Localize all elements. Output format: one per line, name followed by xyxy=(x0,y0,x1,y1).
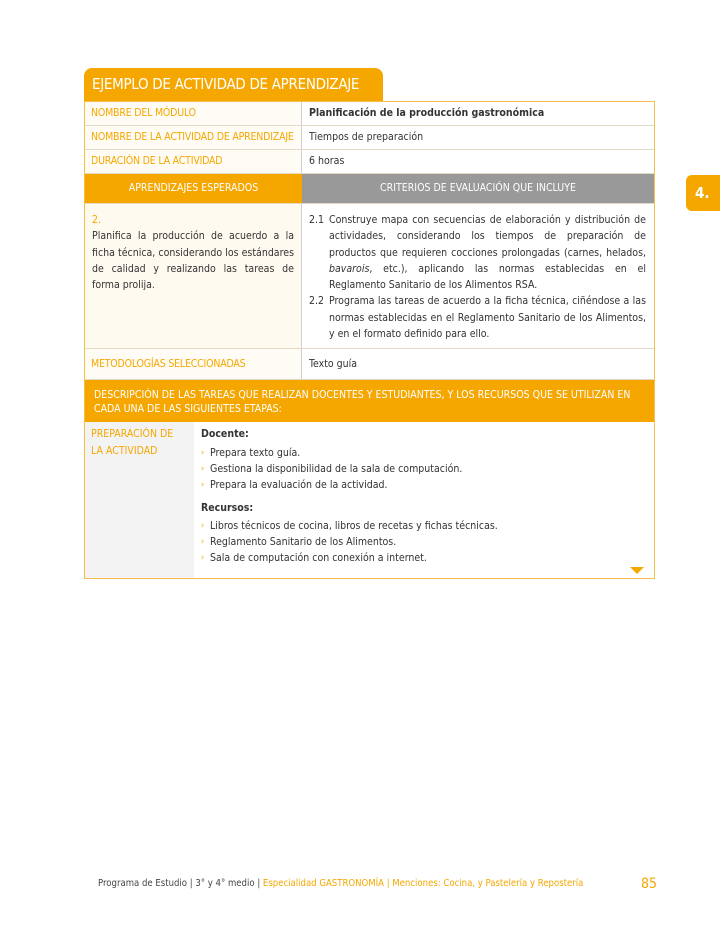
criterio-text: , etc.), aplicando las normas establecidas en el Reglamento Sanitario de los Alimentos RSA. xyxy=(329,262,646,292)
chevron-right-icon: › xyxy=(201,463,205,474)
list-item xyxy=(201,534,647,550)
list-item xyxy=(201,518,647,534)
aprendizaje-number: 2. xyxy=(92,214,102,226)
chevron-right-icon: › xyxy=(201,537,205,548)
list-item xyxy=(201,461,647,477)
item-text: Prepara la evaluación de la actividad. xyxy=(210,479,388,492)
criterio-item xyxy=(309,212,646,293)
footer-nivel: 3° y 4° medio xyxy=(195,878,255,889)
preparacion-label: PREPARACIÓN DE LA ACTIVIDAD xyxy=(85,422,194,578)
preparacion-content xyxy=(194,422,654,578)
list-item xyxy=(201,445,647,461)
separator: | xyxy=(386,878,390,889)
chevron-right-icon: › xyxy=(201,553,205,564)
footer-programa: Programa de Estudio xyxy=(98,878,188,889)
value: Tiempos de preparación xyxy=(309,131,424,143)
value: Planificación de la producción gastronómica xyxy=(309,107,545,119)
separator: | xyxy=(257,878,261,889)
row-duracion xyxy=(85,150,654,174)
list-item xyxy=(201,550,647,566)
chevron-right-icon: › xyxy=(201,520,205,531)
separator: | xyxy=(189,878,193,889)
chevron-right-icon: › xyxy=(201,447,205,458)
description-header: DESCRIPCIÓN DE LAS TAREAS QUE REALIZAN DOCENTES Y ESTUDIANTES, Y LOS RECURSOS QUE SE UTILIZAN EN CADA UNA DE LAS SIGUIENTES ETAPAS: xyxy=(85,380,654,422)
row-aprendizaje xyxy=(85,204,654,349)
row-actividad xyxy=(85,126,654,150)
footer-especialidad: Especialidad GASTRONOMÍA xyxy=(262,878,384,889)
page-number: 85 xyxy=(641,876,658,892)
list-item xyxy=(201,477,647,493)
triangle-down-icon xyxy=(630,567,644,574)
section-header xyxy=(85,174,654,204)
criterio-text: Programa las tareas de acuerdo a la ficha técnica, ciñéndose a las normas establecidas en el Reglamento Sanitario de los Alimentos, y en el formato definido para ello. xyxy=(329,295,646,341)
criterio-number: 2.1 xyxy=(309,214,325,226)
criterios-cell xyxy=(302,204,654,348)
item-text: Prepara texto guía. xyxy=(210,446,301,459)
aprendizaje-text: Planifica la producción de acuerdo a la ficha técnica, considerando los estándares de calidad y realizando las tareas de forma prolija. xyxy=(92,230,294,292)
activity-table xyxy=(84,101,655,579)
item-text: Reglamento Sanitario de los Alimentos. xyxy=(210,536,397,549)
row-preparacion xyxy=(85,422,654,578)
activity-title-tab: EJEMPLO DE ACTIVIDAD DE APRENDIZAJE xyxy=(84,68,383,101)
item-text: Gestiona la disponibilidad de la sala de computación. xyxy=(210,462,463,475)
chevron-right-icon: › xyxy=(201,480,205,491)
criterio-italic: bavarois xyxy=(329,262,370,275)
aprendizaje-cell xyxy=(85,204,302,348)
criterio-number: 2.2 xyxy=(309,295,325,308)
docente-label: Docente: xyxy=(201,428,249,441)
value: Texto guía xyxy=(309,358,358,371)
footer-menciones: Menciones: Cocina, y Pastelería y Repostería xyxy=(392,878,584,889)
chapter-tab: 4. xyxy=(686,175,720,211)
footer xyxy=(98,878,583,889)
label: DURACIÓN DE LA ACTIVIDAD xyxy=(85,150,302,173)
header-aprendizajes: APRENDIZAJES ESPERADOS xyxy=(85,174,302,203)
criterio-item xyxy=(309,293,646,342)
row-metodologias xyxy=(85,349,654,380)
header-criterios: CRITERIOS DE EVALUACIÓN QUE INCLUYE xyxy=(302,174,654,203)
item-text: Sala de computación con conexión a internet. xyxy=(210,552,427,565)
label: NOMBRE DEL MÓDULO xyxy=(85,102,302,125)
row-modulo xyxy=(85,102,654,126)
label: METODOLOGÍAS SELECCIONADAS xyxy=(85,349,302,379)
label: NOMBRE DE LA ACTIVIDAD DE APRENDIZAJE xyxy=(85,126,302,149)
recursos-label: Recursos: xyxy=(201,501,254,514)
value: 6 horas xyxy=(309,155,345,167)
criterio-text: Construye mapa con secuencias de elaboración y distribución de actividades, considerando los tiempos de preparación de productos que requieren cocciones prolongadas (carnes, helados, xyxy=(329,214,646,259)
item-text: Libros técnicos de cocina, libros de recetas y fichas técnicas. xyxy=(210,519,498,532)
